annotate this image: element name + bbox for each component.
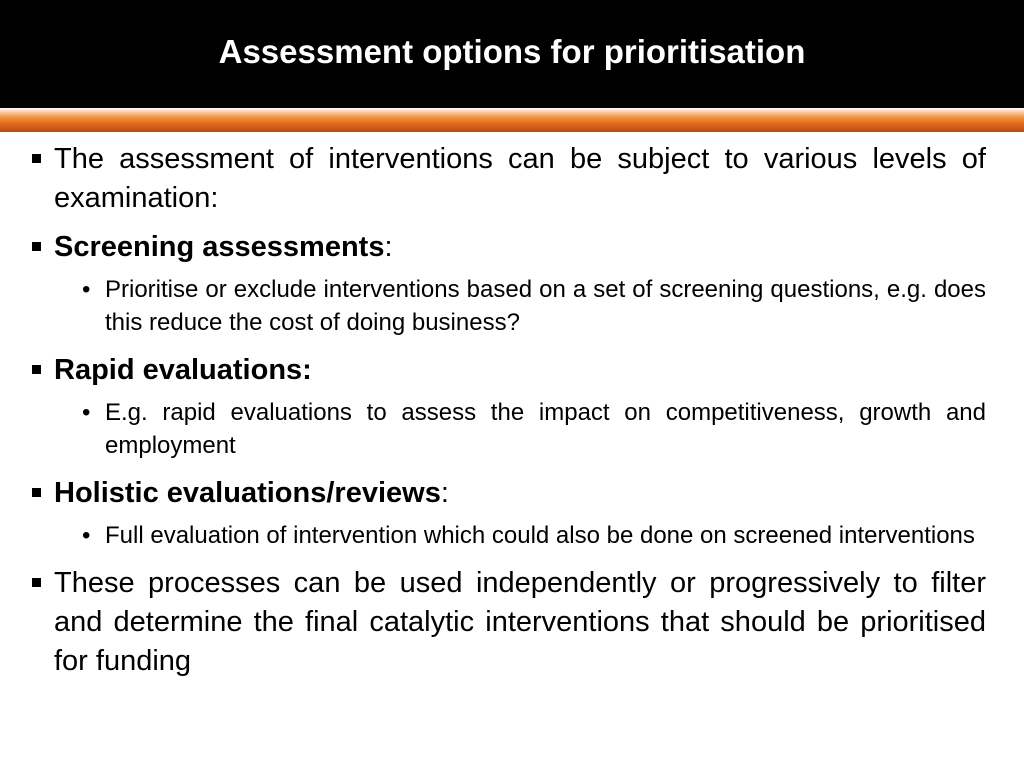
sub-bullet-screening-detail <box>82 273 986 339</box>
round-bullet-icon: • <box>82 522 91 549</box>
square-bullet-icon <box>32 488 41 497</box>
title-bar <box>0 0 1024 108</box>
bullet-screening-assessments <box>30 228 986 267</box>
square-bullet-icon <box>32 154 41 163</box>
bullet-levels-of-examination <box>30 140 986 218</box>
round-bullet-icon: • <box>82 399 91 426</box>
sub-bullet-text: Full evaluation of intervention which could also be done on screened interventions <box>105 522 975 549</box>
bullet-heading: Screening assessments <box>54 231 385 263</box>
sub-bullet-holistic-detail <box>82 519 986 552</box>
sub-bullet-rapid-detail <box>82 396 986 462</box>
bullet-heading-suffix: : <box>384 231 393 263</box>
square-bullet-icon <box>32 242 41 251</box>
bullet-text: These processes can be used independently or progressively to filter and determine the final catalytic interventions that should be prioritised for funding <box>54 567 986 677</box>
slide-body <box>30 140 986 691</box>
bullet-text: The assessment of interventions can be subject to various levels of examination: <box>54 143 986 214</box>
bullet-holistic-evaluations <box>30 474 986 513</box>
square-bullet-icon <box>32 365 41 374</box>
round-bullet-icon: • <box>82 276 91 303</box>
sub-bullet-text: E.g. rapid evaluations to assess the impact on competitiveness, growth and employment <box>105 399 986 459</box>
slide-title: Assessment options for prioritisation <box>218 33 806 70</box>
square-bullet-icon <box>32 578 41 587</box>
bullet-heading: Rapid evaluations: <box>54 354 312 386</box>
bullet-processes <box>30 564 986 681</box>
bullet-heading: Holistic evaluations/reviews <box>54 477 441 509</box>
sub-bullet-text: Prioritise or exclude interventions based on a set of screening questions, e.g. does this reduce the cost of doing business? <box>105 276 986 336</box>
bullet-heading-suffix: : <box>440 477 449 509</box>
bullet-rapid-evaluations <box>30 351 986 390</box>
accent-band <box>0 108 1024 132</box>
